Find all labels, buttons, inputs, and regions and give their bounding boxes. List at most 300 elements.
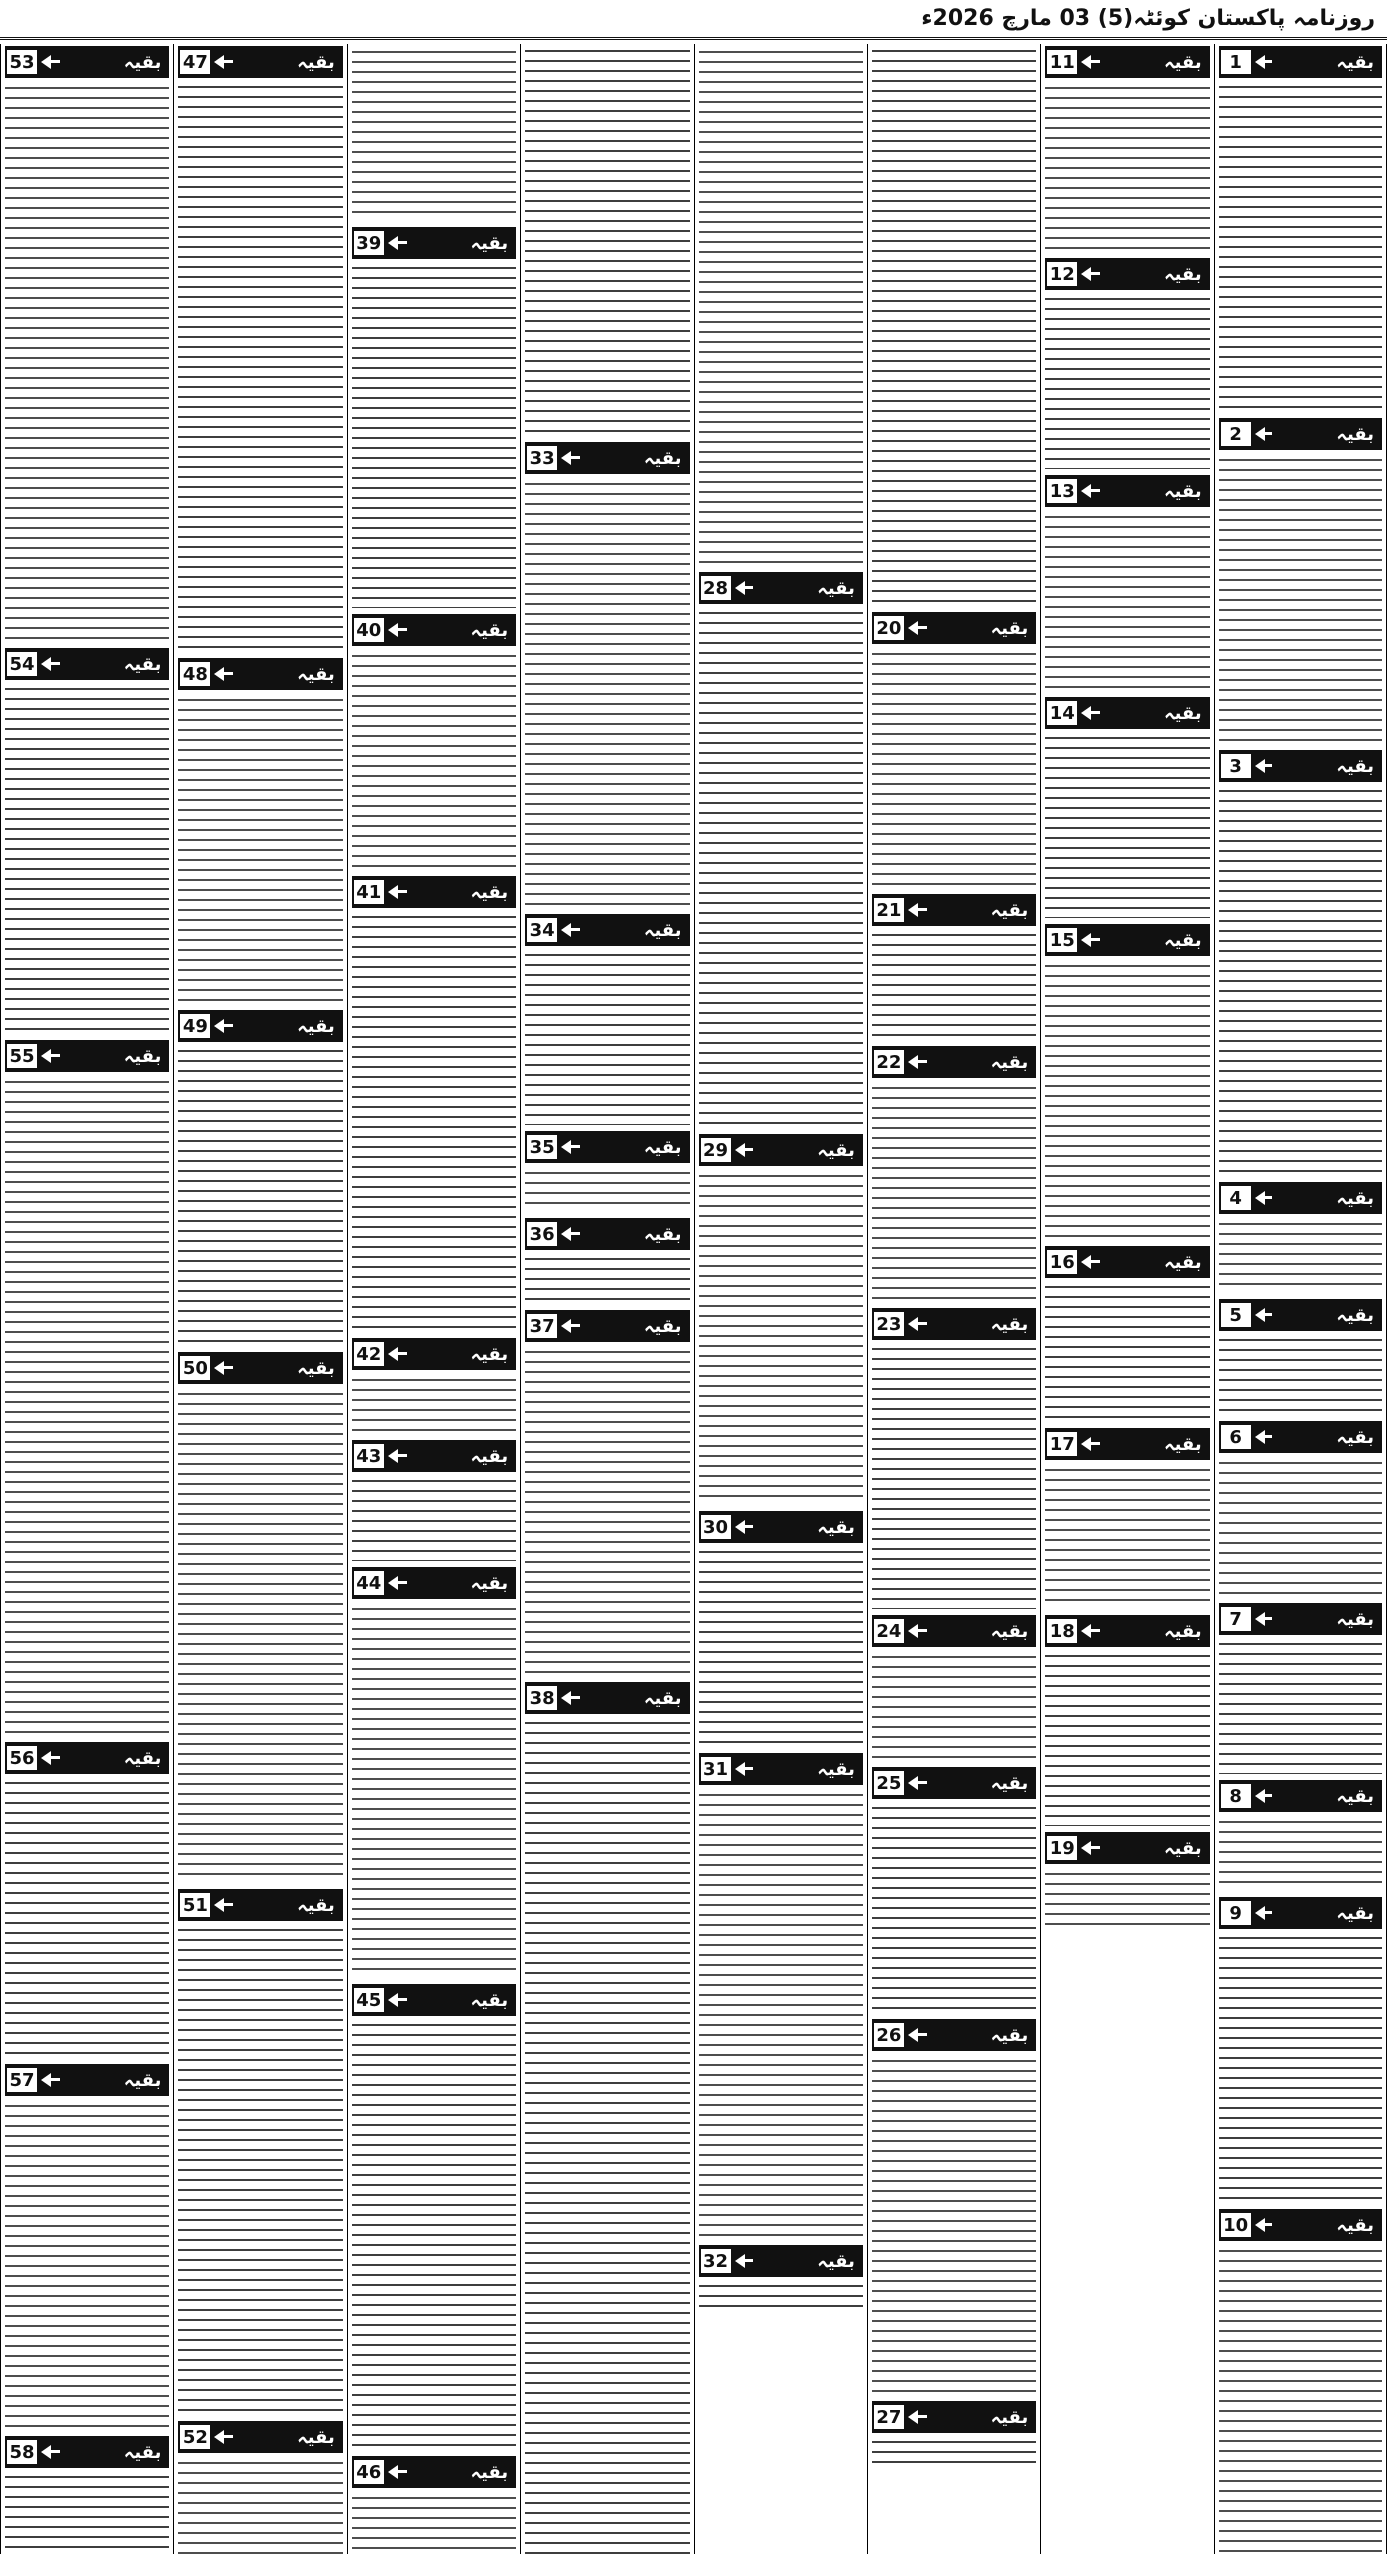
continuation-number: 13 xyxy=(1047,479,1077,503)
arrow-left-icon xyxy=(557,916,638,944)
article-block xyxy=(352,614,516,870)
article-text-lines xyxy=(178,1046,342,1346)
continuation-badge xyxy=(872,612,1036,644)
continuation-label: بقیہ xyxy=(1164,1433,1202,1455)
continuation-label: بقیہ xyxy=(470,1989,509,2011)
continuation-number: 30 xyxy=(701,1515,731,1539)
arrow-left-icon xyxy=(1251,1184,1331,1212)
continuation-badge xyxy=(178,1889,342,1921)
continuation-label: بقیہ xyxy=(1336,1426,1374,1448)
article-text-lines xyxy=(872,2437,1036,2467)
article-block xyxy=(699,572,863,1128)
article-block xyxy=(5,46,169,642)
continuation-label: بقیہ xyxy=(123,2069,162,2091)
continuation-label: بقیہ xyxy=(297,663,335,685)
continuation-badge xyxy=(352,227,516,259)
continuation-number: 3 xyxy=(1221,754,1251,778)
continuation-number: 2 xyxy=(1221,422,1251,446)
continuation-badge xyxy=(352,1440,516,1472)
continuation-number: 36 xyxy=(527,1222,557,1246)
article-block xyxy=(5,2064,169,2430)
arrow-left-icon xyxy=(1251,1782,1331,1810)
article-text-lines xyxy=(525,1718,689,2554)
article-block xyxy=(525,1310,689,1676)
article-block xyxy=(178,1352,342,1883)
continuation-number: 35 xyxy=(527,1135,557,1159)
article-text-lines xyxy=(1045,1282,1209,1422)
article-block xyxy=(1219,2209,1382,2554)
article-block xyxy=(525,1218,689,1304)
continuation-label: بقیہ xyxy=(1164,702,1202,724)
continuation-label: بقیہ xyxy=(1336,755,1374,777)
newspaper-columns xyxy=(0,44,1387,2554)
masthead xyxy=(0,0,1387,40)
continuation-number: 15 xyxy=(1047,928,1077,952)
continuation-label: بقیہ xyxy=(990,1772,1029,1794)
continuation-badge xyxy=(872,2019,1036,2051)
article-block xyxy=(178,2421,342,2554)
article-text-lines xyxy=(699,2281,863,2311)
continuation-number: 46 xyxy=(354,2460,384,2484)
continuation-label: بقیہ xyxy=(1164,929,1202,951)
article-block xyxy=(1045,924,1209,1240)
continuation-badge xyxy=(352,2456,516,2488)
continuation-label: بقیہ xyxy=(297,1894,335,1916)
continuation-number: 20 xyxy=(874,616,904,640)
arrow-left-icon xyxy=(1251,1423,1331,1451)
continuation-label: بقیہ xyxy=(1164,480,1202,502)
article-block xyxy=(872,1046,1036,1302)
article-text-lines xyxy=(1045,82,1209,252)
article-block xyxy=(5,2436,169,2554)
arrow-left-icon xyxy=(37,2438,118,2466)
continuation-badge xyxy=(5,46,169,78)
continuation-label: بقیہ xyxy=(1336,1785,1374,1807)
continuation-badge xyxy=(1219,418,1382,450)
continuation-label: بقیہ xyxy=(990,617,1029,639)
arrow-left-icon xyxy=(731,1513,812,1541)
arrow-left-icon xyxy=(384,2458,465,2486)
article-text-lines xyxy=(699,1789,863,2239)
arrow-left-icon xyxy=(384,1340,465,1368)
continuation-badge xyxy=(1045,1832,1209,1864)
article-text-lines xyxy=(525,1254,689,1304)
article-text-lines xyxy=(352,2492,516,2554)
arrow-left-icon xyxy=(1077,926,1158,954)
continuation-badge xyxy=(525,1682,689,1714)
continuation-badge xyxy=(872,1308,1036,1340)
article-block xyxy=(525,1131,689,1212)
article-block xyxy=(872,2401,1036,2467)
continuation-label: بقیہ xyxy=(1336,1902,1374,1924)
article-text-lines xyxy=(1219,1218,1382,1293)
article-block xyxy=(1045,258,1209,469)
continuation-badge xyxy=(1045,46,1209,78)
continuation-badge xyxy=(5,2064,169,2096)
continuation-badge xyxy=(1045,697,1209,729)
column-7 xyxy=(173,44,346,2554)
continuation-number: 9 xyxy=(1221,1901,1251,1925)
article-block xyxy=(1219,1603,1382,1774)
article-text-lines xyxy=(872,1651,1036,1761)
continuation-label: بقیہ xyxy=(990,1051,1029,1073)
continuation-number: 37 xyxy=(527,1314,557,1338)
article-text-lines xyxy=(699,1170,863,1505)
article-block xyxy=(352,1567,516,1978)
arrow-left-icon xyxy=(210,1012,291,1040)
article-text-lines xyxy=(1045,1868,1209,1928)
continuation-badge xyxy=(699,2245,863,2277)
arrow-left-icon xyxy=(557,1312,638,1340)
article-text-lines xyxy=(1045,733,1209,918)
continuation-number: 29 xyxy=(701,1138,731,1162)
continuation-badge xyxy=(1045,1428,1209,1460)
article-text-lines xyxy=(5,1076,169,1736)
continuation-label: بقیہ xyxy=(990,899,1029,921)
continuation-label: بقیہ xyxy=(297,1357,335,1379)
article-text-lines xyxy=(1219,1816,1382,1891)
continuation-label: بقیہ xyxy=(123,2441,162,2463)
continuation-badge xyxy=(178,658,342,690)
arrow-left-icon xyxy=(904,1617,985,1645)
article-text-lines xyxy=(699,46,863,566)
continuation-number: 22 xyxy=(874,1050,904,1074)
article-text-lines xyxy=(1045,1464,1209,1609)
continuation-badge xyxy=(5,1040,169,1072)
continuation-number: 49 xyxy=(180,1014,210,1038)
arrow-left-icon xyxy=(557,1684,638,1712)
continuation-label: بقیہ xyxy=(470,1572,509,1594)
column-2 xyxy=(1040,44,1213,2554)
continuation-badge xyxy=(1045,258,1209,290)
continuation-label: بقیہ xyxy=(1164,51,1202,73)
article-block xyxy=(1045,1832,1209,1928)
article-block xyxy=(1219,1299,1382,1415)
article-text-lines xyxy=(352,1374,516,1434)
arrow-left-icon xyxy=(904,2021,985,2049)
arrow-left-icon xyxy=(1077,1430,1158,1458)
article-text-lines xyxy=(352,263,516,608)
continuation-label: بقیہ xyxy=(1336,2214,1374,2236)
continuation-number: 27 xyxy=(874,2405,904,2429)
arrow-left-icon xyxy=(384,1569,465,1597)
continuation-badge xyxy=(1045,475,1209,507)
continuation-badge xyxy=(525,442,689,474)
continuation-badge xyxy=(525,1218,689,1250)
continuation-number: 28 xyxy=(701,576,731,600)
column-4 xyxy=(694,44,867,2554)
continuation-number: 52 xyxy=(180,2425,210,2449)
arrow-left-icon xyxy=(210,1891,291,1919)
continuation-number: 31 xyxy=(701,1757,731,1781)
article-block xyxy=(5,648,169,1034)
article-block xyxy=(872,1308,1036,1609)
continuation-badge xyxy=(699,1753,863,1785)
arrow-left-icon xyxy=(1077,1834,1158,1862)
continuation-label: بقیہ xyxy=(1336,1187,1374,1209)
article-text-lines xyxy=(1219,2245,1382,2554)
article-text-lines xyxy=(1045,511,1209,691)
continuation-badge xyxy=(1219,1182,1382,1214)
arrow-left-icon xyxy=(210,660,291,688)
article-block xyxy=(352,1338,516,1434)
article-text-lines xyxy=(1045,294,1209,469)
arrow-left-icon xyxy=(1251,752,1331,780)
article-block xyxy=(178,1889,342,2415)
masthead-title: روزنامہ پاکستان کوئٹہ(5) 03 مارچ 2026ء xyxy=(921,6,1375,31)
continuation-number: 40 xyxy=(354,618,384,642)
article-block xyxy=(699,2245,863,2311)
continuation-label: بقیہ xyxy=(1336,423,1374,445)
continuation-number: 42 xyxy=(354,1342,384,1366)
article-text-lines xyxy=(5,82,169,642)
article-text-lines xyxy=(1219,1457,1382,1597)
arrow-left-icon xyxy=(731,574,812,602)
arrow-left-icon xyxy=(384,1986,465,2014)
article-text-lines xyxy=(1219,1335,1382,1415)
arrow-left-icon xyxy=(904,2403,985,2431)
article-text-lines xyxy=(352,650,516,870)
article-block xyxy=(1219,1897,1382,2203)
arrow-left-icon xyxy=(384,878,465,906)
article-text-lines xyxy=(1045,960,1209,1240)
continuation-number: 54 xyxy=(7,652,37,676)
arrow-left-icon xyxy=(557,1220,638,1248)
continuation-badge xyxy=(699,1134,863,1166)
continuation-number: 33 xyxy=(527,446,557,470)
continuation-number: 17 xyxy=(1047,1432,1077,1456)
continuation-number: 10 xyxy=(1221,2213,1251,2237)
column-6 xyxy=(347,44,520,2554)
continuation-badge xyxy=(1219,1780,1382,1812)
continuation-label: بقیہ xyxy=(123,653,162,675)
continuation-badge xyxy=(178,1352,342,1384)
column-1 xyxy=(1214,44,1387,2554)
continuation-number: 58 xyxy=(7,2440,37,2464)
article-block xyxy=(1219,1780,1382,1891)
continuation-badge xyxy=(1045,1246,1209,1278)
continuation-number: 21 xyxy=(874,898,904,922)
continuation-number: 34 xyxy=(527,918,557,942)
continuation-number: 25 xyxy=(874,1771,904,1795)
continuation-number: 14 xyxy=(1047,701,1077,725)
arrow-left-icon xyxy=(210,48,291,76)
continuation-badge xyxy=(1219,750,1382,782)
continuation-label: بقیہ xyxy=(470,232,509,254)
continuation-label: بقیہ xyxy=(817,2250,855,2272)
continuation-label: بقیہ xyxy=(643,1315,682,1337)
continuation-label: بقیہ xyxy=(470,2461,509,2483)
article-text-lines xyxy=(1219,82,1382,412)
column-3 xyxy=(867,44,1040,2554)
continuation-number: 16 xyxy=(1047,1250,1077,1274)
arrow-left-icon xyxy=(904,1048,985,1076)
continuation-label: بقیہ xyxy=(123,1747,162,1769)
arrow-left-icon xyxy=(384,229,465,257)
continuation-number: 4 xyxy=(1221,1186,1251,1210)
arrow-left-icon xyxy=(37,1042,118,1070)
article-text-lines xyxy=(5,2100,169,2430)
article-text-lines xyxy=(699,1547,863,1747)
article-block xyxy=(699,1511,863,1747)
article-block xyxy=(1045,475,1209,691)
continuation-label: بقیہ xyxy=(297,51,335,73)
arrow-left-icon xyxy=(731,1136,812,1164)
continuation-number: 7 xyxy=(1221,1607,1251,1631)
continuation-label: بقیہ xyxy=(470,619,509,641)
article-block xyxy=(525,46,689,436)
continuation-badge xyxy=(872,1767,1036,1799)
continuation-label: بقیہ xyxy=(817,1139,855,1161)
continuation-label: بقیہ xyxy=(1164,1251,1202,1273)
continuation-label: بقیہ xyxy=(643,919,682,941)
continuation-number: 53 xyxy=(7,50,37,74)
continuation-badge xyxy=(5,2436,169,2468)
article-block xyxy=(1045,46,1209,252)
arrow-left-icon xyxy=(904,1769,985,1797)
continuation-number: 23 xyxy=(874,1312,904,1336)
arrow-left-icon xyxy=(1077,699,1158,727)
continuation-number: 43 xyxy=(354,1444,384,1468)
continuation-number: 5 xyxy=(1221,1303,1251,1327)
continuation-label: بقیہ xyxy=(1164,1620,1202,1642)
article-block xyxy=(699,1134,863,1505)
article-block xyxy=(5,1742,169,2058)
continuation-badge xyxy=(525,914,689,946)
continuation-number: 41 xyxy=(354,880,384,904)
continuation-number: 32 xyxy=(701,2249,731,2273)
continuation-label: بقیہ xyxy=(470,1343,509,1365)
arrow-left-icon xyxy=(904,896,985,924)
arrow-left-icon xyxy=(1077,260,1158,288)
continuation-badge xyxy=(178,1010,342,1042)
continuation-badge xyxy=(1045,1615,1209,1647)
continuation-label: بقیہ xyxy=(1164,1837,1202,1859)
article-text-lines xyxy=(178,82,342,652)
article-text-lines xyxy=(699,608,863,1128)
continuation-badge xyxy=(1219,46,1382,78)
continuation-badge xyxy=(872,894,1036,926)
article-text-lines xyxy=(1219,1933,1382,2203)
article-block xyxy=(525,1682,689,2554)
continuation-number: 47 xyxy=(180,50,210,74)
continuation-badge xyxy=(352,1338,516,1370)
continuation-number: 24 xyxy=(874,1619,904,1643)
article-block xyxy=(872,612,1036,888)
continuation-badge xyxy=(872,2401,1036,2433)
article-text-lines xyxy=(525,1346,689,1676)
arrow-left-icon xyxy=(1251,1899,1331,1927)
continuation-number: 39 xyxy=(354,231,384,255)
article-text-lines xyxy=(352,1476,516,1561)
continuation-badge xyxy=(352,1567,516,1599)
continuation-number: 38 xyxy=(527,1686,557,1710)
continuation-label: بقیہ xyxy=(643,1223,682,1245)
continuation-label: بقیہ xyxy=(643,1687,682,1709)
arrow-left-icon xyxy=(210,2423,291,2451)
continuation-number: 6 xyxy=(1221,1425,1251,1449)
article-block xyxy=(178,46,342,652)
article-block xyxy=(1219,1421,1382,1597)
article-block xyxy=(525,914,689,1125)
continuation-number: 56 xyxy=(7,1746,37,1770)
arrow-left-icon xyxy=(1251,2211,1331,2239)
article-block xyxy=(352,1984,516,2450)
arrow-left-icon xyxy=(904,614,985,642)
article-text-lines xyxy=(178,1925,342,2415)
continuation-badge xyxy=(1219,1299,1382,1331)
continuation-badge xyxy=(5,1742,169,1774)
article-block xyxy=(352,2456,516,2554)
arrow-left-icon xyxy=(1251,1301,1331,1329)
arrow-left-icon xyxy=(1077,477,1158,505)
continuation-number: 1 xyxy=(1221,50,1251,74)
arrow-left-icon xyxy=(1251,48,1331,76)
continuation-badge xyxy=(352,614,516,646)
continuation-badge xyxy=(352,1984,516,2016)
article-block xyxy=(178,1010,342,1346)
continuation-label: بقیہ xyxy=(1336,51,1374,73)
continuation-badge xyxy=(1219,1897,1382,1929)
article-text-lines xyxy=(5,1778,169,2058)
continuation-badge xyxy=(525,1310,689,1342)
article-block xyxy=(872,894,1036,1040)
article-block xyxy=(352,876,516,1332)
continuation-badge xyxy=(1219,1421,1382,1453)
article-text-lines xyxy=(1219,1639,1382,1774)
article-text-lines xyxy=(352,2020,516,2450)
continuation-label: بقیہ xyxy=(297,1015,335,1037)
article-block xyxy=(699,1753,863,2239)
continuation-number: 48 xyxy=(180,662,210,686)
continuation-label: بقیہ xyxy=(990,2024,1029,2046)
continuation-badge xyxy=(1219,2209,1382,2241)
continuation-label: بقیہ xyxy=(1336,1304,1374,1326)
arrow-left-icon xyxy=(37,2066,118,2094)
continuation-number: 8 xyxy=(1221,1784,1251,1808)
column-5 xyxy=(520,44,693,2554)
continuation-label: بقیہ xyxy=(470,881,509,903)
continuation-label: بقیہ xyxy=(990,2406,1029,2428)
article-block xyxy=(525,442,689,908)
article-text-lines xyxy=(5,684,169,1034)
continuation-badge xyxy=(5,648,169,680)
continuation-badge xyxy=(352,876,516,908)
continuation-badge xyxy=(525,1131,689,1163)
article-block xyxy=(872,2019,1036,2395)
arrow-left-icon xyxy=(1077,48,1158,76)
continuation-badge xyxy=(872,1046,1036,1078)
arrow-left-icon xyxy=(37,650,118,678)
article-block xyxy=(1219,1182,1382,1293)
column-8 xyxy=(0,44,173,2554)
continuation-badge xyxy=(178,46,342,78)
continuation-number: 26 xyxy=(874,2023,904,2047)
continuation-number: 50 xyxy=(180,1356,210,1380)
article-text-lines xyxy=(5,2472,169,2554)
article-block xyxy=(1045,1615,1209,1826)
article-text-lines xyxy=(525,478,689,908)
continuation-label: بقیہ xyxy=(643,447,682,469)
arrow-left-icon xyxy=(904,1310,985,1338)
article-text-lines xyxy=(872,1344,1036,1609)
article-text-lines xyxy=(525,46,689,436)
article-block xyxy=(352,46,516,221)
continuation-label: بقیہ xyxy=(990,1620,1029,1642)
continuation-number: 19 xyxy=(1047,1836,1077,1860)
arrow-left-icon xyxy=(557,1133,638,1161)
continuation-label: بقیہ xyxy=(297,2426,335,2448)
